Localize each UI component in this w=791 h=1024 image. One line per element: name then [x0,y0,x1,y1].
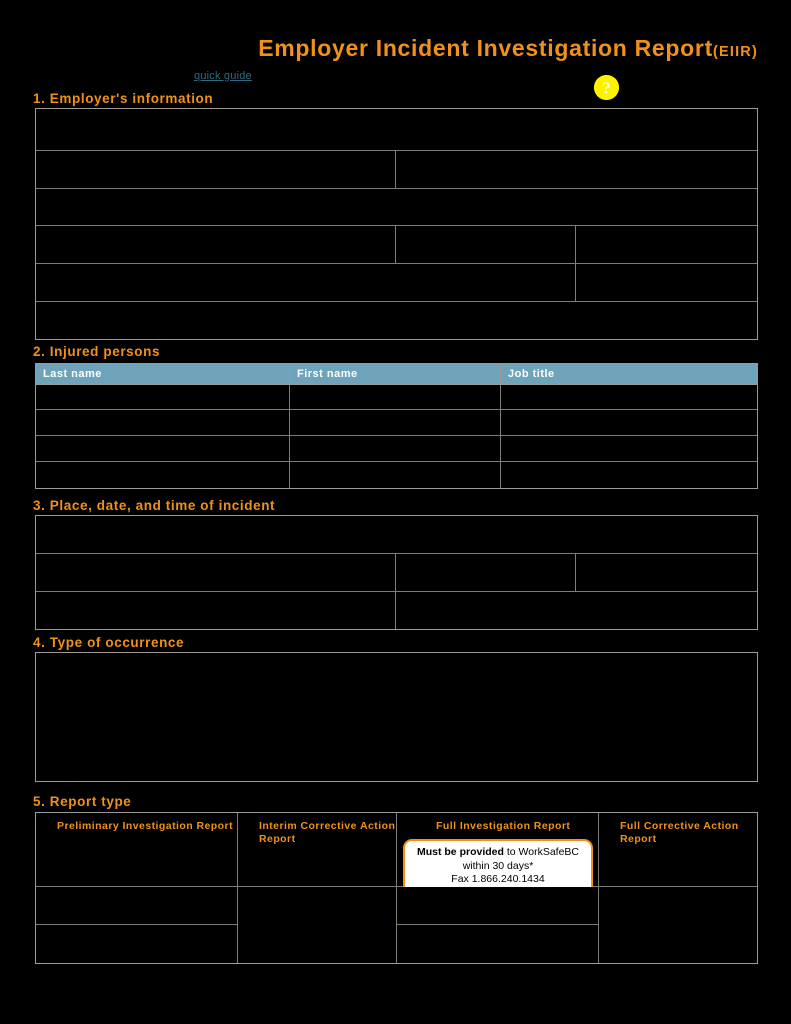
employer-information-table [35,108,758,340]
help-question-icon[interactable] [594,75,619,100]
type-of-occurrence-box [35,652,758,782]
employer-field[interactable] [36,264,576,301]
employer-field[interactable] [576,264,757,301]
table-row [36,410,757,436]
column-header-job-title: Job title [508,368,555,380]
employer-field[interactable] [36,302,757,339]
first-name-field[interactable] [290,410,501,435]
table-row [36,226,757,264]
last-name-field[interactable] [36,436,290,461]
last-name-field[interactable] [36,385,290,409]
quick-guide-link[interactable]: quick guide [194,70,252,82]
date-field[interactable] [36,554,396,591]
preliminary-investigation-field[interactable] [36,925,237,962]
preliminary-investigation-inputs [36,887,238,963]
job-title-field[interactable] [501,462,757,488]
section-title-injured-persons: 2. Injured persons [33,344,161,359]
shift-field[interactable] [576,554,757,591]
interim-corrective-action-field[interactable] [238,887,397,963]
employer-field[interactable] [36,226,396,263]
report-type-label: Preliminary Investigation Report [57,820,234,832]
employer-field[interactable] [36,109,757,150]
callout-line-2: within 30 days* [462,859,534,872]
incident-detail-field[interactable] [36,592,396,629]
full-investigation-field[interactable] [397,925,598,962]
last-name-field[interactable] [36,410,290,435]
section-title-report-type: 5. Report type [33,794,132,809]
report-type-column-interim-corrective-action [238,813,397,886]
table-row [36,592,757,629]
callout-line-3: Fax 1.866.240.1434 [451,873,545,885]
table-row [36,554,757,592]
table-header-row [36,364,757,385]
table-row [36,151,757,189]
column-header-first-name: First name [290,364,501,384]
full-investigation-field[interactable] [397,887,598,925]
callout-line-1-bold: Must be provided [416,846,504,858]
report-type-table [35,812,758,964]
table-row [36,385,757,410]
column-header-last-name: Last name [36,364,290,384]
page-title-acronym: (EIIR) [712,44,758,60]
job-title-field[interactable] [501,436,757,461]
table-row [36,264,757,302]
full-corrective-action-field[interactable] [599,887,757,963]
table-row [36,887,757,963]
first-name-field[interactable] [290,436,501,461]
type-of-occurrence-field[interactable] [36,653,757,781]
table-row [36,653,757,781]
injured-persons-table [35,363,758,489]
report-type-column-preliminary-investigation [36,813,238,886]
report-type-label: Full Corrective Action Report [620,820,739,845]
incident-detail-field[interactable] [396,592,757,629]
job-title-field[interactable] [501,410,757,435]
report-type-column-full-investigation [397,813,599,886]
table-row [36,462,757,488]
callout-line-1 [409,846,587,860]
table-row [36,302,757,339]
employer-field[interactable] [36,151,396,188]
page-title-main: Employer Incident Investigation Report [258,35,713,61]
section-title-place-date-time: 3. Place, date, and time of incident [33,498,276,513]
section-title-employer-information: 1. Employer's information [33,91,214,106]
employer-field[interactable] [396,151,757,188]
last-name-field[interactable] [36,462,290,488]
place-field[interactable] [36,516,757,553]
employer-field[interactable] [576,226,757,263]
table-header-row [36,813,757,887]
place-date-time-table [35,515,758,630]
page-header [0,0,791,105]
first-name-field[interactable] [290,385,501,409]
report-type-label: Interim Corrective Action Report [259,820,396,845]
employer-field[interactable] [36,189,757,225]
report-type-column-full-corrective-action [599,813,757,886]
first-name-field[interactable] [290,462,501,488]
employer-field[interactable] [396,226,576,263]
report-type-label: Full Investigation Report [436,820,571,832]
callout-line-1-rest: to WorkSafeBC [503,846,580,858]
table-row [36,436,757,462]
table-row [36,109,757,151]
table-row [36,189,757,226]
time-field[interactable] [396,554,576,591]
svg-text:?: ? [602,78,611,98]
section-title-type-of-occurrence: 4. Type of occurrence [33,635,185,650]
job-title-field[interactable] [501,385,757,409]
page-title [258,35,758,62]
table-row [36,516,757,554]
preliminary-investigation-field[interactable] [36,887,237,925]
full-investigation-inputs [397,887,599,963]
